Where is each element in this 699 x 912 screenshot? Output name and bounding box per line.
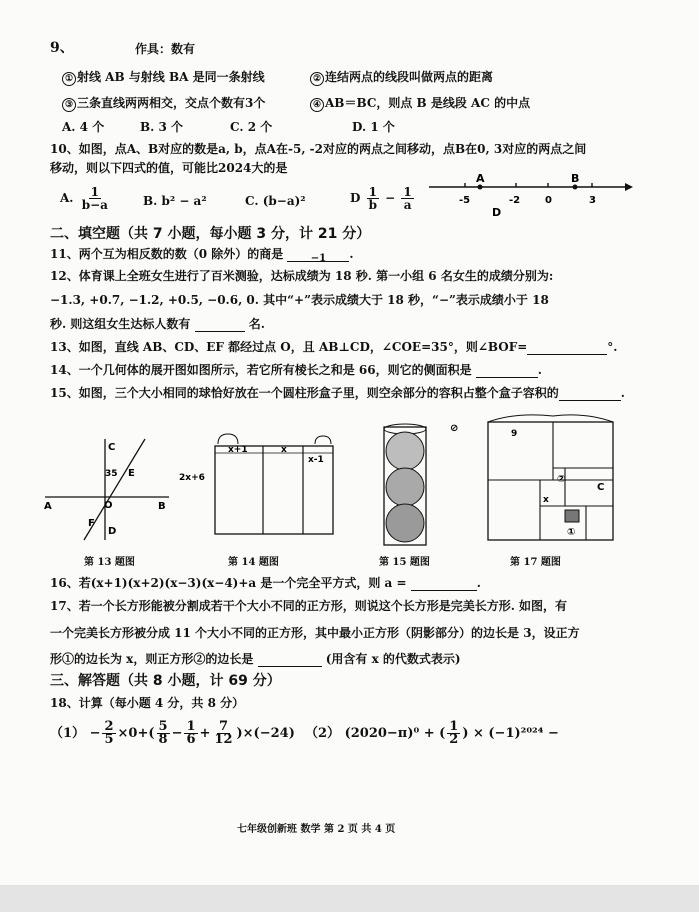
numerator: 5 [158,719,168,734]
fraction [157,721,170,746]
tick-label: -2 [509,195,521,206]
figure-14 [178,430,338,542]
perfect-rectangle [488,422,613,540]
q9-title: 作具：数有 [135,42,196,56]
fraction [401,186,413,211]
denominator: b [368,198,377,212]
q12-line-2: −1.3, +0.7, −1.2, +0.5, −0.6, 0. 其中“+”表示成绩大于 18 秒，“−”表示成绩小于 18 [50,293,549,307]
q14-answer-blank [476,365,538,378]
q9-s4-text: AB＝BC，则点 B 是线段 AC 的中点 [325,96,531,110]
ball [386,468,424,506]
q14 [50,362,542,378]
q11-handwritten-answer: −1 [310,253,327,264]
fraction [212,721,234,746]
section-2-title: 二、填空题（共 7 小题，每小题 3 分，计 21 分） [50,226,371,242]
q15-end: . [620,386,625,400]
label-x: x [543,495,549,505]
angle-35: 35 [105,469,118,479]
q16-end: . [476,576,481,590]
q11-text: 11、两个互为相反数的数（0 除外）的商是 [50,247,284,261]
q9-s2-text: 连结两点的线段叫做两点的距离 [325,70,494,84]
section-3-title: 三、解答题（共 8 小题，计 69 分） [50,673,281,689]
stray-mark: ⊘ [450,423,458,434]
q18-part-2 [305,721,559,746]
expr-part: (2020−π)⁰ + ( [344,726,446,741]
numerator: 1 [368,185,377,199]
q9-number: 9、 [50,40,74,56]
fraction [80,186,110,211]
q12-answer-blank [195,319,245,332]
q12-line-3 [50,316,265,332]
caption-13: 第 13 题图 [84,557,135,568]
label-f: F [88,518,95,529]
q9-s3-text: 三条直线两两相交，交点个数有3个 [77,96,266,110]
q10-line-1: 10、如图，点A、B对应的数是a, b，点A在-5, -2对应的两点之间移动，点B在0, 3对应的两点之间 [50,142,587,156]
fraction [102,721,115,746]
expr-part: )×(−24) [236,726,295,741]
operator: + [199,726,211,741]
figure-17 [485,410,620,545]
q10-option-d: D $\frac{1}{b}$ − $\frac{1}{a}$ [350,185,412,212]
operator: − [171,726,183,741]
point-a [478,185,483,190]
square-2-mark: ② [557,474,566,485]
q13-end: °. [607,340,618,354]
q15-answer-blank [559,388,621,401]
q9-option-c: C. 2 个 [230,120,273,134]
label-x-plus-1: x+1 [228,445,248,455]
expr-part: ×0+( [117,726,155,741]
figure-13 [42,434,172,544]
q17-line-2: 一个完美长方形被分成 11 个大小不同的正方形，其中最小正方形（阴影部分）的边长是 3，设正方 [50,626,580,640]
label-o: O [104,500,113,511]
label-2x-plus-6: 2x+6 [179,473,205,483]
q12-line-1: 12、体育课上全班女生进行了百米测验，达标成绩为 18 秒. 第一小组 6 名女生的成绩分别为: [50,269,554,283]
numerator: 1 [403,185,412,199]
ball [386,504,424,542]
numerator: 1 [90,185,99,199]
circled-mark: ② [310,72,324,86]
option-label: A. [60,191,74,205]
q14-text: 14、一个几何体的展开图如图所示，若它所有棱长之和是 66，则它的侧面积是 [50,363,472,377]
label-x-minus-1: x-1 [308,455,324,465]
fraction [184,721,197,746]
q18-part-1 [50,721,295,746]
q9-statement-3 [62,95,265,112]
label-x: x [281,445,287,455]
denominator: 5 [104,732,114,747]
part-label: （1） [50,726,86,741]
q9-statement-1 [62,69,265,86]
q11: 11、两个互为相反数的数（0 除外）的商是 −1 . [50,247,354,264]
denominator: a [403,198,412,212]
q9-option-d: D. 1 个 [352,120,395,134]
q9-option-a: A. 4 个 [62,120,105,134]
label-d: D [492,206,502,219]
label-a: A [476,172,485,185]
denominator: 6 [186,732,196,747]
numerator: 1 [186,719,196,734]
label-9: 9 [511,429,518,439]
label-a: A [44,501,52,512]
q18-title: 18、计算（每小题 4 分，共 8 分） [50,696,245,710]
q12-l3-end: 名. [248,317,265,331]
q15-text: 15、如图，三个大小相同的球恰好放在一个圆柱形盒子里，则空余部分的容积占整个盒子容积的 [50,386,559,400]
circled-mark: ③ [62,98,76,112]
ball [386,432,424,470]
ear-mark [218,434,238,444]
q10-option-b: B. b² − a² [143,194,207,208]
q10-option-a [60,186,112,211]
label-d: D [108,526,117,537]
point-b [573,185,578,190]
q9-statement-4 [310,95,530,112]
label-c: C [108,442,116,453]
figure-15 [378,415,458,547]
q10-option-c: C. (b−a)² [245,194,306,208]
tick-label: -5 [459,195,471,206]
q16 [50,575,481,591]
part-label: （2） [305,726,341,741]
q17-l3-end: (用含有 x 的代数式表示) [325,652,461,666]
page-footer: 七年级创新班 数学 第 2 页 共 4 页 [237,824,396,835]
q15 [50,385,625,401]
sign: − [89,726,101,741]
expr-part: ) × (−1)²⁰²⁴ − [462,726,559,741]
q17-line-3 [50,651,461,667]
shaded-smallest-square [565,510,579,522]
label-c: C [597,482,605,493]
q17-l3-text: 形①的边长为 x，则正方形②的边长是 [50,652,254,666]
q14-end: . [537,363,542,377]
q9-s1-text: 射线 AB 与射线 BA 是同一条射线 [77,70,265,84]
numerator: 7 [218,719,228,734]
tick-label: 0 [545,195,552,206]
label-e: E [128,468,135,479]
q17-answer-blank [258,654,322,667]
q12-l3-text: 秒. 则这组女生达标人数有 [50,317,191,331]
circled-mark: ① [62,72,76,86]
caption-15: 第 15 题图 [379,557,430,568]
numerator: 2 [104,719,114,734]
caption-17: 第 17 题图 [510,557,561,568]
fraction [447,721,460,746]
arc-mark [488,415,613,422]
q16-answer-blank [411,578,477,591]
q13-text: 13、如图，直线 AB、CD、EF 都经过点 O，且 AB⊥CD，∠COE=35°，则∠BOF= [50,340,528,354]
q13-answer-blank [527,342,607,355]
denominator: 2 [449,732,459,747]
ear-mark [315,436,331,444]
q10-line-2: 移动，则以下四式的值，可能比2024大的是 [50,161,288,175]
circled-mark: ④ [310,98,324,112]
q11-answer-blank [287,249,349,262]
axis-arrow [625,183,633,191]
denominator: 12 [214,732,233,747]
option-label: D [350,191,361,205]
label-b: B [158,501,166,512]
caption-14: 第 14 题图 [228,557,279,568]
q13 [50,339,617,355]
q16-text: 16、若(x+1)(x+2)(x−3)(x−4)+a 是一个完全平方式，则 a = [50,576,407,590]
denominator: b−a [81,198,108,212]
q9-option-b: B. 3 个 [140,120,184,134]
numerator: 1 [449,719,459,734]
scan-bottom-band [0,885,699,912]
q9-statement-2 [310,69,493,86]
tick-label: 3 [589,195,596,206]
q17-line-1: 17、若一个长方形能被分割成若干个大小不同的正方形，则说这个长方形是完美长方形. 如图，有 [50,599,568,613]
denominator: 8 [158,732,168,747]
square-1-mark: ① [567,527,576,538]
label-b: B [571,172,580,185]
fraction [367,186,379,211]
number-line-figure [425,172,635,222]
